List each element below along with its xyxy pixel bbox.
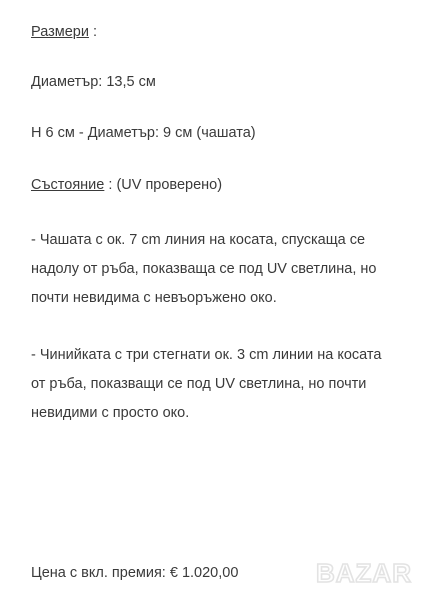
price-text: Цена с вкл. премия: € 1.020,00 bbox=[31, 565, 239, 581]
watermark-text: BAZAR bbox=[316, 558, 412, 588]
saucer-note-line: от ръба, показващи се под UV светлина, но почти bbox=[31, 376, 367, 392]
saucer-note-line: невидими с просто око. bbox=[31, 405, 190, 421]
cup-note-paragraph bbox=[31, 226, 411, 313]
cup-note-line: - Чашата с ок. 7 cm линия на косата, спускаща се bbox=[31, 232, 366, 248]
sizes-heading-suffix: : bbox=[88, 24, 97, 40]
diameter-text: Диаметър: 13,5 см bbox=[31, 74, 156, 90]
cup-note-line: почти невидима с невъоръжено око. bbox=[31, 290, 277, 306]
cup-dimensions-text: Н 6 см - Диаметър: 9 см (чашата) bbox=[31, 125, 256, 141]
condition-line bbox=[31, 175, 222, 195]
sizes-heading: Размери bbox=[31, 24, 89, 40]
cup-note-line: надолу от ръба, показваща се под UV светлина, но bbox=[31, 261, 377, 277]
condition-suffix: : (UV проверено) bbox=[104, 177, 223, 193]
condition-heading: Състояние bbox=[31, 177, 105, 193]
bazar-watermark-logo bbox=[314, 558, 416, 588]
saucer-note-paragraph bbox=[31, 341, 411, 428]
sizes-line bbox=[31, 22, 97, 42]
saucer-note-line: - Чинийката с три стегнати ок. 3 cm линии на косата bbox=[31, 347, 382, 363]
